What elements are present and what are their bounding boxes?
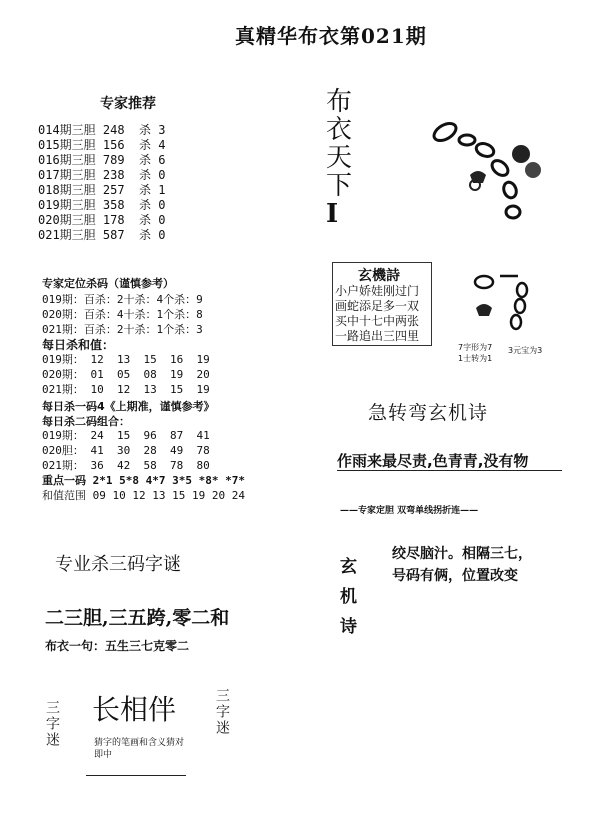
xuanji-lines — [335, 284, 419, 344]
positioning-heading: 专家定位杀码（谨慎参考） — [42, 277, 174, 290]
page-title: 真精华布衣第021期 — [235, 24, 427, 48]
xuanji-line: 画蛇添足多一双 — [335, 299, 420, 313]
xuanji-line: 一路追出三四里 — [335, 329, 420, 343]
daily-sum-row: 021期： 10 12 13 15 19 — [42, 383, 210, 396]
daily-sum-row: 020期： 01 05 08 19 20 — [42, 368, 210, 381]
vertical-char: 诗 — [340, 617, 357, 637]
sanzimi-right: 三字迷 — [214, 688, 230, 736]
buyi-char: 天 — [326, 143, 353, 173]
decorative-ingot-illustration — [470, 268, 540, 338]
expert-row: 016期三胆 789 杀 6 — [38, 153, 166, 167]
buyi-roman: I — [326, 199, 339, 229]
key-one-code: 重点一码 2*1 5*8 4*7 3*5 *8* *7* — [42, 474, 245, 487]
daily-one-row: 019期： 24 15 96 87 41 — [42, 429, 210, 442]
daily-sum-list — [42, 352, 210, 397]
expert-row: 015期三胆 156 杀 4 — [38, 138, 166, 152]
coin-icon — [525, 162, 541, 178]
xuanji-caption-3: 3元宝为3 — [508, 346, 543, 355]
ingot-icon — [476, 304, 492, 316]
daily-one-heading: 每日杀一码4《上期准，谨慎参考》 — [42, 400, 215, 413]
chain-link — [431, 120, 459, 144]
daily-sum-heading: 每日杀和值： — [42, 338, 115, 352]
vertical-char: 玄 — [340, 557, 357, 577]
daily-one-subheading: 每日杀二码组合： — [42, 415, 130, 428]
expert-row: 018期三胆 257 杀 1 — [38, 183, 166, 197]
expert-list — [38, 123, 165, 243]
chain-link — [459, 135, 475, 145]
poem-underline — [337, 470, 562, 471]
jizhuanwan-title: 急转弯玄机诗 — [368, 402, 489, 424]
positioning-row: 021期：百杀：2十杀：1个杀：3 — [42, 323, 203, 336]
chain-link — [517, 283, 527, 297]
sum-range: 和值范围 09 10 12 13 15 19 20 24 — [42, 489, 245, 502]
buyi-char: 布 — [326, 87, 353, 117]
xuanji-caption-2: 1士转为1 — [458, 354, 493, 363]
poem-line: 作雨来最尽责,色青青,没有物 — [337, 452, 529, 470]
daily-sum-row: 019期： 12 13 15 16 19 — [42, 353, 210, 366]
riddle-underline — [86, 775, 186, 776]
expert-banner: ——专家定胆 双弯单线拐折连—— — [340, 506, 479, 516]
riddle-note: 猜字的笔画和含义猜对即中 — [94, 738, 185, 760]
chain-link — [474, 141, 495, 158]
poem2-line: 号码有俩，位置改变 — [392, 568, 518, 584]
buyi-tianxia — [326, 88, 352, 228]
daily-one-list — [42, 428, 210, 473]
daily-one-row: 021期： 36 42 58 78 80 — [42, 459, 210, 472]
chain-link — [515, 299, 525, 313]
poem2 — [392, 543, 532, 587]
chain-link — [511, 315, 521, 329]
xuanji-shi-vertical — [340, 552, 357, 642]
positioning-row: 020期：百杀：4十杀：1个杀：8 — [42, 308, 203, 321]
daily-one-row: 020胆： 41 30 28 49 78 — [42, 444, 210, 457]
expert-row: 014期三胆 248 杀 3 — [38, 123, 166, 137]
expert-heading: 专家推荐 — [100, 96, 156, 112]
expert-row: 021期三胆 587 杀 0 — [38, 228, 166, 242]
decorative-chain-illustration — [425, 110, 565, 240]
expert-row: 020期三胆 178 杀 0 — [38, 213, 166, 227]
vertical-char: 机 — [340, 587, 357, 607]
chain-link — [506, 206, 520, 218]
xuanji-line: 小户娇娃刚过门 — [335, 284, 420, 298]
expert-row: 017期三胆 238 杀 0 — [38, 168, 166, 182]
positioning-row: 019期：百杀：2十杀：4个杀：9 — [42, 293, 203, 306]
sanzimi-left: 三字迷 — [44, 700, 60, 748]
chain-link — [502, 180, 519, 199]
changxiangban: 长相伴 — [92, 693, 177, 726]
xuanji-heading: 玄機詩 — [358, 268, 400, 284]
chain-link — [475, 276, 493, 288]
xuanji-line: 买中十七中两张 — [335, 314, 420, 328]
coin-icon — [512, 145, 530, 163]
positioning-list — [42, 292, 203, 337]
kill-three-title: 专业杀三码字谜 — [55, 554, 181, 575]
poem2-line: 绞尽脑汁。相隔三七， — [392, 546, 532, 562]
buyi-char: 下 — [326, 171, 353, 201]
chain-link — [489, 158, 511, 179]
xuanji-caption-1: 7字形为7 — [458, 343, 493, 352]
buyi-sentence: 布衣一句：五生三七克零二 — [45, 639, 190, 653]
buyi-char: 衣 — [326, 115, 353, 145]
three-dan-line: 二三胆,三五跨,零二和 — [45, 607, 230, 629]
expert-row: 019期三胆 358 杀 0 — [38, 198, 166, 212]
